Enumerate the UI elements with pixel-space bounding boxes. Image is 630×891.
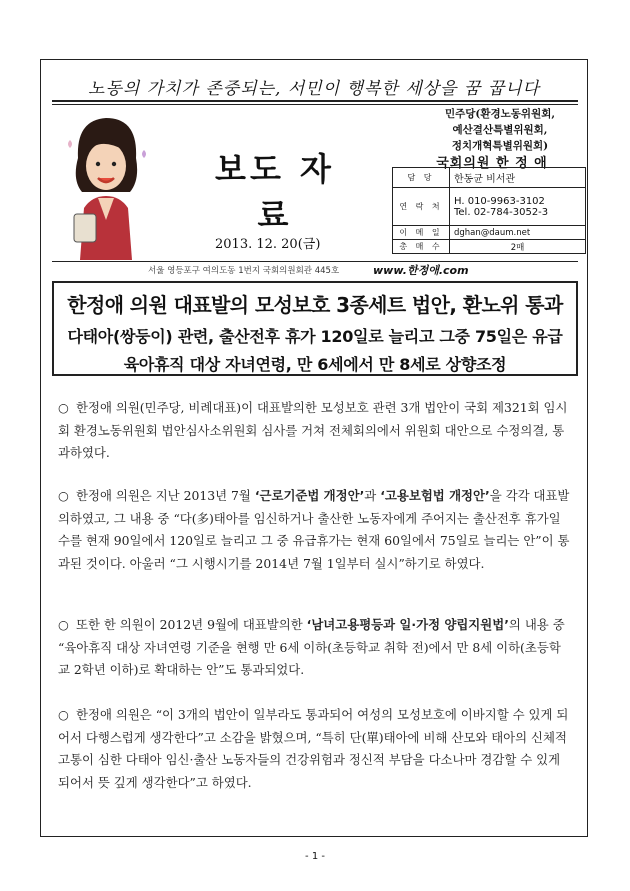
contact-mobile: H. 010-9963-3102 — [454, 195, 545, 207]
headline-box — [52, 281, 578, 376]
committee-list — [415, 106, 585, 154]
bullet-icon: ○ — [58, 488, 69, 503]
contact-table — [392, 167, 586, 254]
page-number: - 1 - — [305, 851, 325, 862]
mp-name: 국회의원 한 정 애 — [436, 156, 548, 171]
contact-person-value: 한동균 비서관 — [450, 168, 586, 188]
bill-name-gender-equality: ‘남녀고용평등과 일·가정 양립지원법’ — [306, 617, 509, 632]
bill-name-employment-insurance: ‘고용보험법 개정안’ — [380, 488, 490, 503]
committee-line: 민주당(환경노동위원회, — [444, 108, 556, 120]
paragraph-text: 의 내용 중 “육아휴직 대상 자녀연령 기준을 현행 만 6세 이하(초등학교 취학 전)에서 만 8세 이하(초등학교 2학년 이하)로 확대하는 안”도 통과되었다. — [58, 617, 565, 678]
document-title: 보도 자료 — [215, 150, 335, 234]
bullet-icon: ○ — [58, 707, 69, 722]
committee-line: 정치개혁특별위원회) — [451, 140, 549, 152]
paragraph-4 — [58, 704, 570, 794]
headline-main: 한정애 의원 대표발의 모성보호 3종세트 법안, 환노위 통과 — [67, 293, 563, 317]
bill-name-labor-standards: ‘근로기준법 개정안’ — [254, 488, 365, 503]
slogan: 노동의 가치가 존중되는, 서민이 행복한 세상을 꿈 꿉니다 — [88, 79, 540, 99]
website-link[interactable]: www.한정애.com — [373, 264, 469, 277]
release-date: 2013. 12. 20(금) — [215, 237, 321, 252]
paragraph-3 — [58, 614, 570, 682]
contact-email-label: 이 메 일 — [393, 226, 450, 240]
contact-email-value[interactable]: dghan@daum.net — [450, 226, 586, 240]
paragraph-text: 또한 한 의원이 2012년 9월에 대표발의한 — [76, 617, 307, 632]
slogan-divider — [52, 100, 578, 105]
bullet-icon: ○ — [58, 617, 69, 632]
paragraph-text: 한정애 의원은 지난 2013년 7월 — [76, 488, 255, 503]
committee-line: 예산결산특별위원회, — [452, 124, 548, 136]
contact-phone-label: 연 락 처 — [393, 188, 450, 226]
paragraph-2 — [58, 485, 570, 575]
office-address: 서울 영등포구 여의도동 1번지 국회의원회관 445호 — [148, 266, 340, 276]
contact-person-label: 담 당 — [393, 168, 450, 188]
contact-pages-label: 총 매 수 — [393, 240, 450, 254]
paragraph-1 — [58, 397, 570, 465]
headline-sub-2: 육아휴직 대상 자녀연령, 만 6세에서 만 8세로 상향조정 — [123, 355, 507, 374]
paragraph-text: 을 각각 대표발의하였고, 그 내용 중 “다(多)태아를 임신하거나 출산한 노동자에게 주어지는 출산전후 휴가일수를 현재 90일에서 120일로 늘리고 그 중 유급휴가는 현재 60일에서 75일로 늘리는 안”이 통과된 것이다. 아울러 “그 시행시기를 2014년 7월 1일부터 실시”하기로 하였다. — [58, 488, 570, 571]
contact-phone-values — [450, 188, 586, 226]
contact-tel: Tel. 02-784-3052-3 — [454, 206, 549, 218]
bullet-icon: ○ — [58, 400, 69, 415]
paragraph-text: 한정애 의원은 “이 3개의 법안이 일부라도 통과되어 여성의 모성보호에 이바지할 수 있게 되어서 다행스럽게 생각한다”고 소감을 밝혔으며, “특히 단(單)태아에 비해 산모와 태아의 신체적 고통이 심한 다태아 임신·출산 노동자들의 건강위험과 정신적 부담을 다소나마 경감할 수 있게 되어서 뜻 깊게 생각한다”고 하였다. — [58, 707, 569, 790]
paragraph-text: 한정애 의원(민주당, 비례대표)이 대표발의한 모성보호 관련 3개 법안이 국회 제321회 임시회 환경노동위원회 법안심사소위원회 심사를 거쳐 전체회의에서 위원회 대안으로 수정의결, 통과하였다. — [58, 400, 568, 461]
caricature-avatar — [58, 110, 154, 260]
address-divider — [52, 261, 578, 262]
paragraph-text: 과 — [364, 488, 381, 503]
headline-sub-1: 다태아(쌍둥이) 관련, 출산전후 휴가 120일로 늘리고 그중 75일은 유급 — [67, 327, 563, 346]
contact-pages-value: 2매 — [450, 240, 586, 254]
